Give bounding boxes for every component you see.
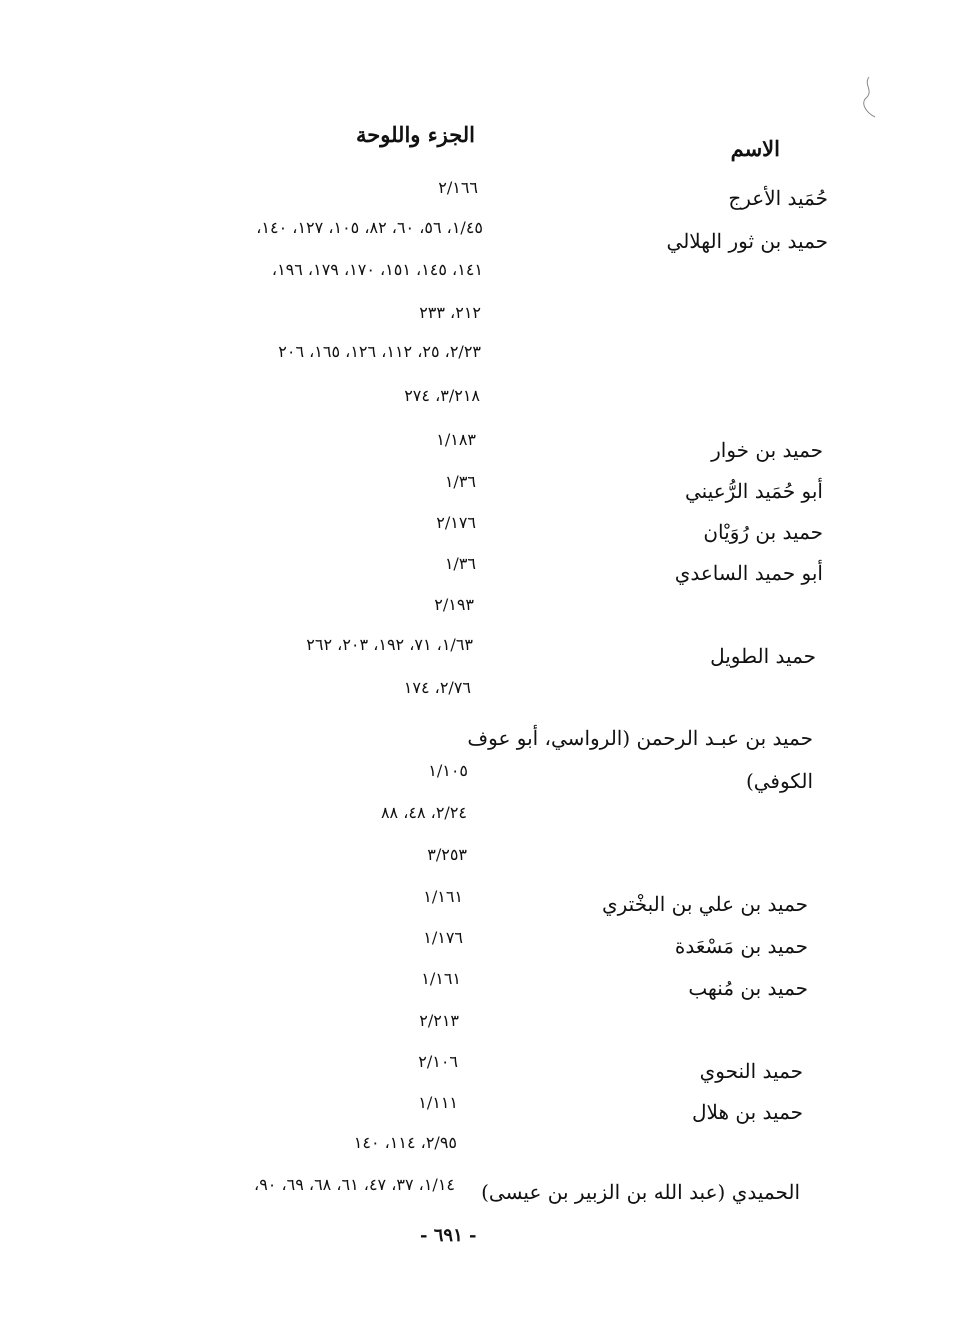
- name-column-header: الاسم: [730, 136, 780, 161]
- index-reference: ١/٦٣، ٧١، ١٩٢، ٢٠٣، ٢٦٢: [306, 635, 473, 654]
- index-name: حميد بن عبـد الرحمن (الرواسي، أبو عوف: [467, 726, 813, 750]
- index-name: حميد بن مُنهب: [688, 976, 808, 1000]
- index-reference: ٣/٢٥٣: [427, 845, 467, 864]
- index-name: حميد بن علي بن البخْتري: [601, 892, 808, 916]
- index-name: حميد النحوي: [699, 1059, 803, 1083]
- index-reference: ٢/٩٥، ١١٤، ١٤٠: [353, 1133, 457, 1152]
- index-reference: ١/١٦١: [423, 887, 463, 906]
- index-reference: ١٤١، ١٤٥، ١٥١، ١٧٠، ١٧٩، ١٩٦،: [271, 260, 483, 279]
- index-name: حميد بن ثور الهلالي: [666, 229, 828, 253]
- index-name: حُمَيد الأعرج: [728, 186, 828, 210]
- index-reference: ٢/١٧٦: [436, 513, 476, 532]
- index-name: حميد بن خوار: [711, 438, 823, 462]
- index-reference: ١/٣٦: [444, 472, 476, 491]
- index-reference: ٢/١٩٣: [434, 595, 474, 614]
- index-reference: ١/١٨٣: [436, 430, 476, 449]
- index-reference: ٣/٢١٨، ٢٧٤: [404, 386, 480, 405]
- reference-column-header: الجزء واللوحة: [356, 122, 475, 147]
- index-reference: ١/١٠٥: [428, 761, 468, 780]
- index-reference: ٢/٧٦، ١٧٤: [403, 678, 471, 697]
- index-reference: ٢/٢١٣: [419, 1011, 459, 1030]
- index-reference: ١/٤٥، ٥٦، ٦٠، ٨٢، ١٠٥، ١٢٧، ١٤٠،: [256, 218, 483, 237]
- index-reference: ١/٣٦: [444, 554, 476, 573]
- index-reference: ٢/٢٤، ٤٨، ٨٨: [380, 803, 467, 822]
- index-reference: ١/١٧٦: [423, 928, 463, 947]
- index-name: الكوفي): [745, 769, 813, 793]
- index-name: حميد بن رُوَيْان: [703, 520, 823, 544]
- index-reference: ٢/١٦٦: [438, 178, 478, 197]
- index-name: حميد بن هلال: [692, 1100, 803, 1124]
- index-name: الحميدي (عبد الله بن الزبير بن عيسى): [481, 1180, 800, 1204]
- index-reference: ١/١٦١: [421, 969, 461, 988]
- index-reference: ١/١١١: [418, 1093, 458, 1112]
- index-name: أبو حُمَيد الرُّعيني: [685, 479, 823, 503]
- pencil-mark-icon: [855, 75, 879, 120]
- index-name: حميد الطويل: [710, 644, 816, 668]
- index-name: حميد بن مَسْعَدة: [674, 934, 808, 958]
- page-number: - ٦٩١ -: [420, 1225, 477, 1246]
- index-reference: ٢١٢، ٢٣٣: [419, 303, 481, 322]
- index-reference: ١/١٤، ٣٧، ٤٧، ٦١، ٦٨، ٦٩، ٩٠،: [254, 1175, 455, 1194]
- index-reference: ٢/١٠٦: [418, 1052, 458, 1071]
- index-name: أبو حميد الساعدي: [674, 561, 823, 585]
- index-reference: ٢/٢٣، ٢٥، ١١٢، ١٢٦، ١٦٥، ٢٠٦: [278, 342, 481, 361]
